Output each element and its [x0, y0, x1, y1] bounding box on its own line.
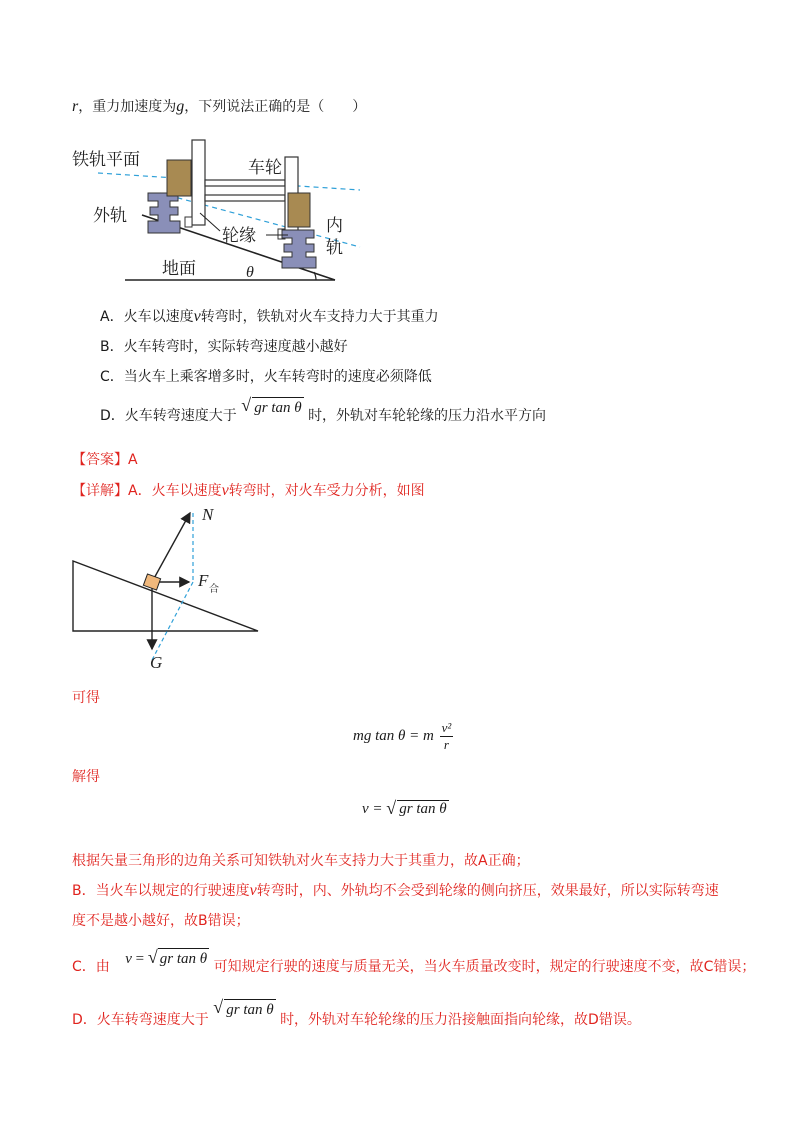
incline-triangle: [73, 561, 258, 631]
equation-2: v = √ gr tan θ: [362, 798, 447, 818]
label-wheel: 车轮: [248, 158, 282, 178]
label-outer-rail: 外轨: [93, 206, 127, 226]
answer-value: A: [128, 452, 138, 468]
inner-wheel-block: [288, 193, 310, 227]
sqrt-expression: √ gr tan θ: [241, 395, 302, 416]
detail-a-line: 【详解】A．火车以速度v转弯时，对火车受力分析，如图: [72, 482, 425, 499]
var-g: g: [176, 98, 185, 115]
rail-cross-section-figure: [70, 135, 370, 285]
label-theta: θ: [246, 264, 254, 281]
detail-b-line1: B．当火车以规定的行驶速度v转弯时，内、外轨均不会受到轮缘的侧向挤压，效果最好，所以实际转弯速: [72, 882, 719, 899]
label-ground: 地面: [162, 259, 196, 279]
force-diagram-figure: [65, 500, 305, 675]
keyi-text: 可得: [72, 690, 100, 706]
label-F-sub: 合: [209, 584, 219, 595]
detail-b-line2: 度不是越小越好，故B错误；: [72, 913, 250, 929]
axle-bottom: [205, 195, 285, 201]
equation-1: mg tan θ = m $\frac{\text{v²}}{r}$: [353, 720, 452, 752]
outer-rail-shape: [148, 193, 180, 233]
answer-line: [72, 450, 138, 470]
detail-d-line: D．火车转弯速度大于 √ gr tan θ 时，外轨对车轮轮缘的压力沿接触面指向轮缘，故D错误。: [72, 997, 641, 1028]
label-rail: 轨: [326, 238, 343, 258]
jiede-text: 解得: [72, 769, 100, 785]
detail-c-line: C．由 v = √ gr tan θ 可知规定行驶的速度与质量无关，当火车质量改变时，规定的行驶速度不变，故C错误；: [72, 947, 756, 975]
label-G: G: [150, 653, 163, 672]
label-inner: 内: [326, 216, 343, 236]
label-F: F: [198, 571, 209, 590]
fraction-v2-r: $\frac{\text{v²}}{r}$: [441, 720, 452, 752]
left-wheel-post: [192, 140, 205, 225]
option-a: A．火车以速度v转弯时，铁轨对火车支持力大于其重力: [100, 308, 439, 325]
normal-force-arrow: [152, 513, 190, 582]
label-rail-plane: 铁轨平面: [72, 150, 140, 170]
block: [143, 574, 160, 590]
var-r: r: [72, 98, 79, 115]
label-N: N: [202, 505, 214, 524]
detail-label: 【详解】: [72, 483, 128, 499]
inner-rail-shape: [282, 230, 316, 268]
option-c: C．当火车上乘客增多时，火车转弯时的速度必须降低: [100, 369, 432, 385]
option-b: B．火车转弯时，实际转弯速度越小越好: [100, 339, 348, 355]
label-flange: 轮缘: [222, 226, 256, 246]
axle-top: [205, 180, 285, 186]
question-stem: r，重力加速度为g，下列说法正确的是（ ）: [72, 98, 367, 115]
outer-wheel-block: [167, 160, 191, 196]
option-d: D．火车转弯速度大于 √ gr tan θ 时，外轨对车轮轮缘的压力沿水平方向: [100, 395, 547, 424]
answer-label: 【答案】: [72, 452, 128, 468]
detail-para-a: 根据矢量三角形的边角关系可知铁轨对火车支持力大于其重力，故A正确；: [72, 853, 530, 869]
